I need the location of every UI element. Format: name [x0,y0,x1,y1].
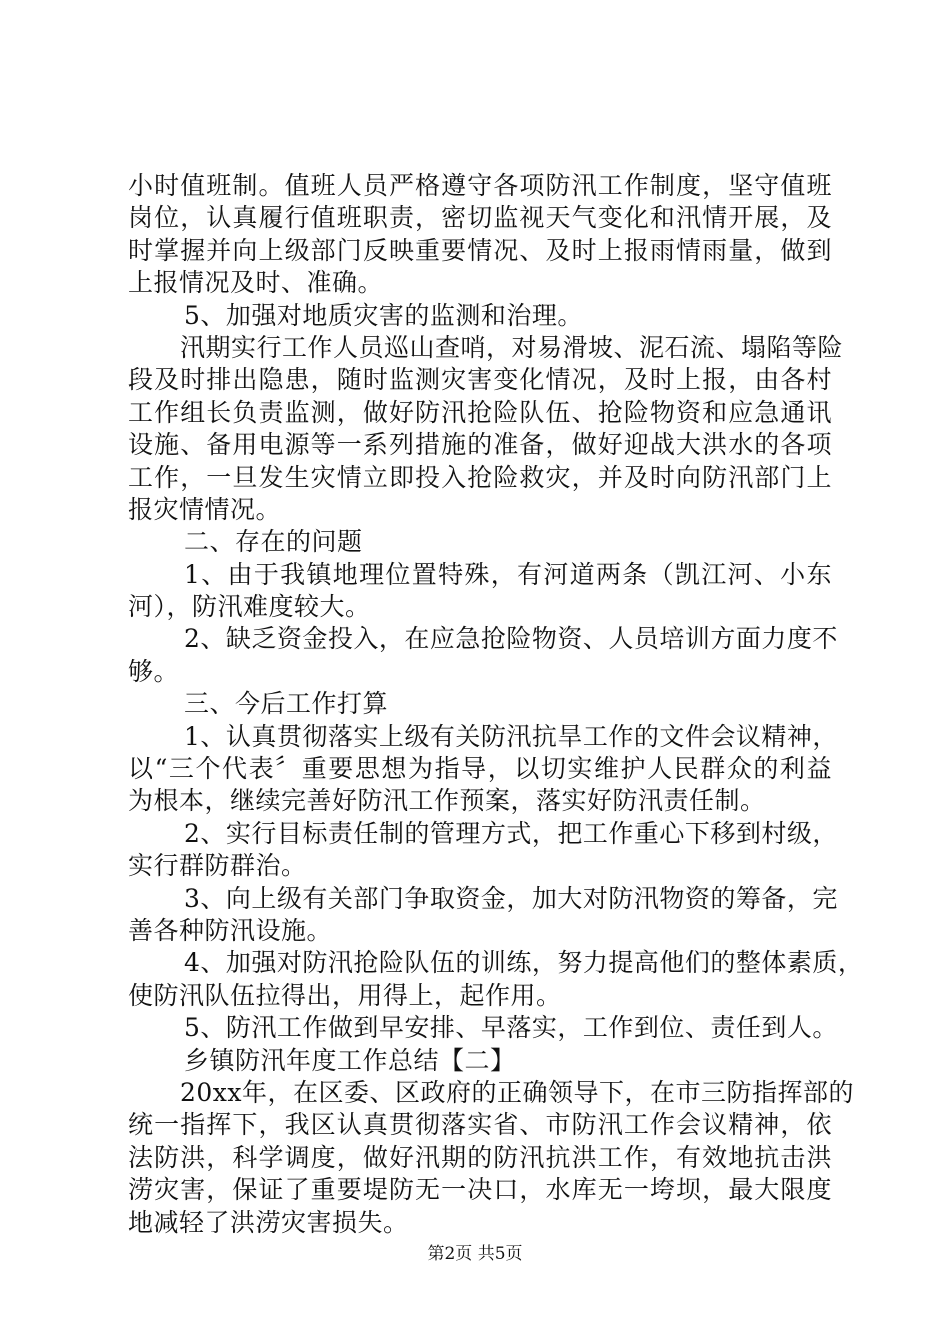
text-line: 法防洪，科学调度，做好汛期的防汛抗洪工作，有效地抗击洪 [128,1142,832,1172]
text-line: 实行群防群治。 [128,851,307,881]
text-line: 4、加强对防汛抢险队伍的训练，努力提高他们的整体素质， [184,948,864,978]
text-line: 上报情况及时、准确。 [128,268,384,298]
document-body [128,170,864,1239]
text-line: 设施、备用电源等一系列措施的准备，做好迎战大洪水的各项 [128,430,832,460]
section-heading: 三、今后工作打算 [184,689,389,719]
text-line: 岗位，认真履行值班职责，密切监视天气变化和汛情开展，及 [128,203,832,233]
text-line: 3、向上级有关部门争取资金，加大对防汛物资的筹备，完 [184,883,838,913]
text-line: 涝灾害，保证了重要堤防无一决口，水库无一垮坝，最大限度 [128,1175,832,1205]
text-line: 汛期实行工作人员巡山查哨，对易滑坡、泥石流、塌陷等险 [180,332,844,362]
text-line: 以“三个代表〞重要思想为指导，以切实维护人民群众的利益 [128,754,832,784]
text-line: 20xx年，在区委、区政府的正确领导下，在市三防指挥部的 [180,1077,855,1107]
text-line: 报灾情情况。 [128,494,282,524]
page-footer: 第2页 共5页 [427,1244,523,1264]
text-line: 1、认真贯彻落实上级有关防汛抗旱工作的文件会议精神， [184,721,838,751]
section-heading: 乡镇防汛年度工作总结【二】 [184,1045,516,1075]
text-line: 地减轻了洪涝灾害损失。 [128,1207,409,1237]
text-line: 2、实行目标责任制的管理方式，把工作重心下移到村级， [184,818,838,848]
text-line: 为根本，继续完善好防汛工作预案，落实好防汛责任制。 [128,786,766,816]
section-item-heading: 5、加强对地质灾害的监测和治理。 [184,300,583,330]
text-line: 5、防汛工作做到早安排、早落实，工作到位、责任到人。 [184,1013,838,1043]
text-line: 2、缺乏资金投入，在应急抢险物资、人员培训方面力度不 [184,624,838,654]
text-line: 工作，一旦发生灾情立即投入抢险救灾，并及时向防汛部门上 [128,462,832,492]
text-line: 使防汛队伍拉得出，用得上，起作用。 [128,980,562,1010]
text-line: 河），防汛难度较大。 [128,592,371,622]
text-line: 够。 [128,656,180,686]
text-line: 小时值班制。值班人员严格遵守各项防汛工作制度，坚守值班 [128,171,832,200]
text-line: 段及时排出隐患，随时监测灾害变化情况，及时上报，由各村 [128,365,832,395]
text-line: 善各种防汛设施。 [128,915,333,945]
text-line: 统一指挥下，我区认真贯彻落实省、市防汛工作会议精神，依 [128,1110,832,1140]
text-line: 工作组长负责监测，做好防汛抢险队伍、抢险物资和应急通讯 [128,397,832,427]
text-line: 时掌握并向上级部门反映重要情况、及时上报雨情雨量，做到 [128,235,832,265]
section-heading: 二、存在的问题 [184,527,363,557]
text-line: 1、由于我镇地理位置特殊，有河道两条（凯江河、小东 [184,559,832,589]
